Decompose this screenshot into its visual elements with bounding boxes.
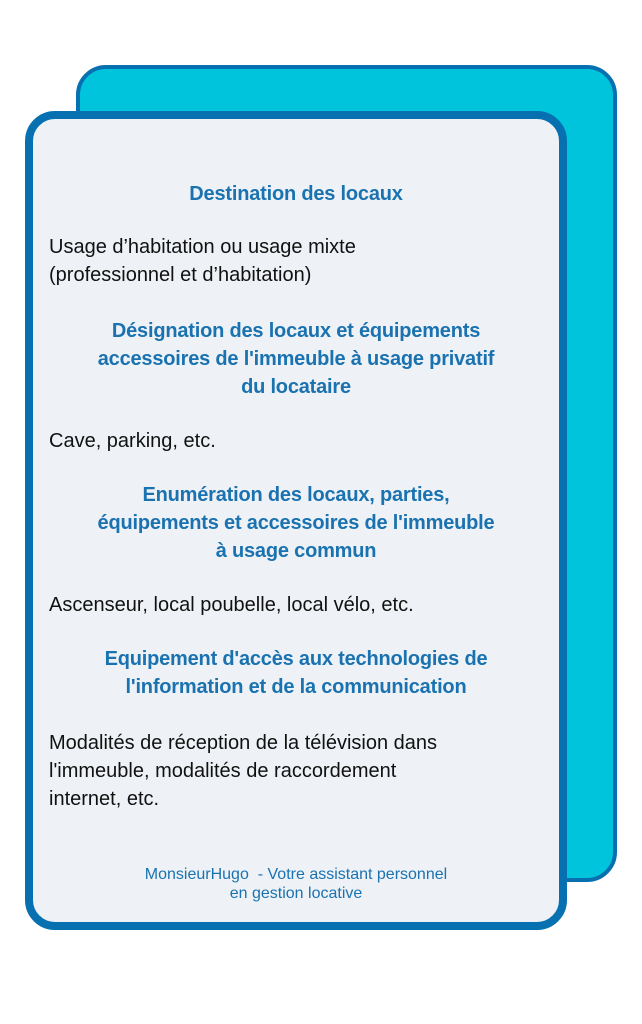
footer-line: en gestion locative — [229, 885, 363, 902]
footer-line: MonsieurHugo - Votre assistant personnel — [144, 866, 448, 883]
body-line: Ascenseur, local poubelle, local vélo, etc. — [49, 594, 414, 616]
info-card — [25, 111, 567, 930]
section-heading-designation — [53, 317, 539, 401]
body-line: internet, etc. — [49, 788, 160, 810]
section-heading-equipement — [53, 645, 539, 701]
section-heading-enumeration — [53, 481, 539, 565]
heading-line: Equipement d'accès aux technologies de — [104, 648, 488, 670]
heading-line: accessoires de l'immeuble à usage privatif — [97, 348, 495, 370]
heading-line: l'information et de la communication — [125, 676, 467, 698]
heading-line: à usage commun — [215, 540, 377, 562]
heading-line: équipements et accessoires de l'immeuble — [97, 512, 495, 534]
body-line: Cave, parking, etc. — [49, 430, 216, 452]
heading-line: Destination des locaux — [189, 183, 403, 205]
body-line: l'immeuble, modalités de raccordement — [49, 760, 397, 782]
heading-line: Enumération des locaux, parties, — [142, 484, 450, 506]
body-line: Usage d’habitation ou usage mixte — [49, 236, 356, 258]
body-line: Modalités de réception de la télévision dans — [49, 732, 438, 754]
section-body-enumeration — [49, 591, 547, 619]
section-heading-destination — [53, 180, 539, 208]
section-body-destination — [49, 233, 547, 289]
heading-line: Désignation des locaux et équipements — [111, 320, 481, 342]
footer-tagline — [53, 865, 539, 903]
heading-line: du locataire — [241, 376, 351, 398]
section-body-designation — [49, 427, 547, 455]
section-body-equipement — [49, 729, 547, 813]
body-line: (professionnel et d’habitation) — [49, 264, 312, 286]
